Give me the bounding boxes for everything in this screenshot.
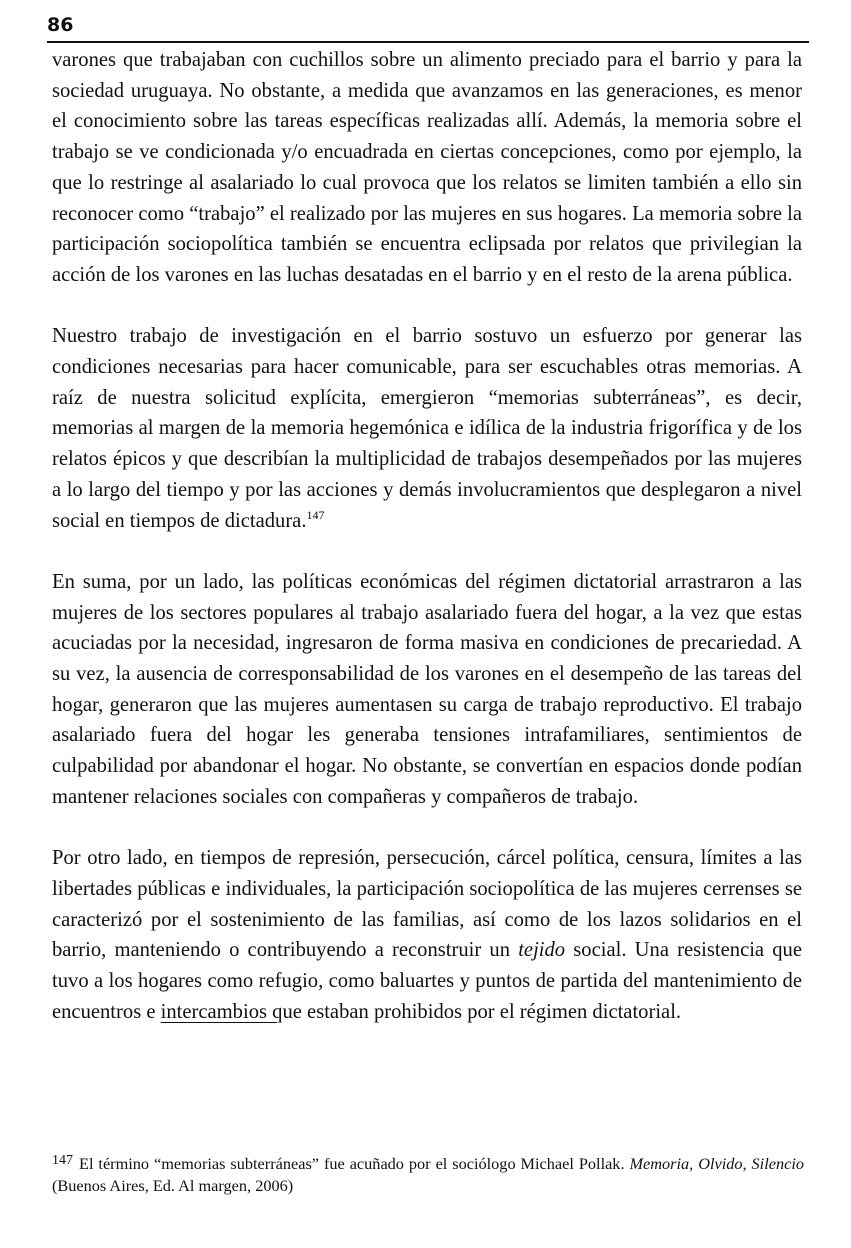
footnote bbox=[52, 1150, 804, 1197]
footnote-citation: (Buenos Aires, Ed. Al margen, 2006) bbox=[52, 1176, 294, 1195]
body-text bbox=[52, 45, 802, 1027]
footnote-book-title: Memoria, Olvido, Silencio bbox=[629, 1154, 804, 1173]
footnote-reference[interactable]: 147 bbox=[306, 507, 325, 522]
header-rule bbox=[47, 41, 809, 43]
paragraph-4-text-2: social. Una resistencia que tuvo a los hogares como refugio, como baluartes y puntos de partida del mantenimiento de encuentros e bbox=[52, 939, 802, 1023]
paragraph-2-text: Nuestro trabajo de investigación en el barrio sostuvo un esfuerzo por generar las condiciones necesarias para hacer comunicable, para ser escuchables otras memorias. A raíz de nuestra solicitud explícita, emergieron “memorias subterráneas”, es decir, memorias al margen de la memoria hegemónica e idílica de la industria frigorífica y de los relatos épicos y que describían la multiplicidad de trabajos desempeñados por las mujeres a lo largo del tiempo y por las acciones y demás involucramientos que desplegaron a nivel social en tiempos de dictadura. bbox=[52, 325, 802, 532]
paragraph-2 bbox=[52, 321, 802, 536]
underlined-text: intercambios q bbox=[160, 1000, 283, 1023]
page-number: 86 bbox=[47, 14, 74, 36]
paragraph-4-text-1: Por otro lado, en tiempos de represión, persecución, cárcel política, censura, límites a las libertades públicas e individuales, la participación sociopolítica de las mujeres cerrenses se caracterizó por el sostenimiento de las familias, así como de los lazos solidarios en el barrio, manteniendo o contribuyendo a reconstruir un bbox=[52, 847, 802, 962]
footnote-number: 147 bbox=[52, 1153, 73, 1168]
paragraph-4-text-3: ue estaban prohibidos por el régimen dictatorial. bbox=[282, 1000, 682, 1023]
paragraph-4 bbox=[52, 843, 802, 1027]
paragraph-3: En suma, por un lado, las políticas económicas del régimen dictatorial arrastraron a las mujeres de los sectores populares al trabajo asalariado fuera del hogar, a la vez que estas acuciadas por la necesidad, ingresaron de forma masiva en condiciones de precariedad. A su vez, la ausencia de corresponsabilidad de los varones en el desempeño de las tareas del hogar, generaron que las mujeres aumentasen su carga de trabajo reproductivo. El trabajo asalariado fuera del hogar les generaba tensiones intrafamiliares, sentimientos de culpabilidad por abandonar el hogar. No obstante, se convertían en espacios donde podían mantener relaciones sociales con compañeras y compañeros de trabajo. bbox=[52, 570, 802, 808]
footnote-text: El término “memorias subterráneas” fue acuñado por el sociólogo Michael Pollak. bbox=[79, 1154, 630, 1173]
paragraph-1: varones que trabajaban con cuchillos sobre un alimento preciado para el barrio y para la sociedad uruguaya. No obstante, a medida que avanzamos en las generaciones, es menor el conocimiento sobre las tareas específicas realizadas allí. Además, la memoria sobre el trabajo se ve condicionada y/o encuadrada en ciertas concepciones, como por ejemplo, la que lo restringe al asalariado lo cual provoca que los relatos se limiten también a ello sin reconocer como “trabajo” el realizado por las mujeres en sus hogares. La memoria sobre la participación sociopolítica también se encuentra eclipsada por relatos que privilegian la acción de los varones en las luchas desatadas en el barrio y en el resto de la arena pública. bbox=[52, 49, 802, 286]
emphasis-tejido: tejido bbox=[518, 939, 566, 962]
